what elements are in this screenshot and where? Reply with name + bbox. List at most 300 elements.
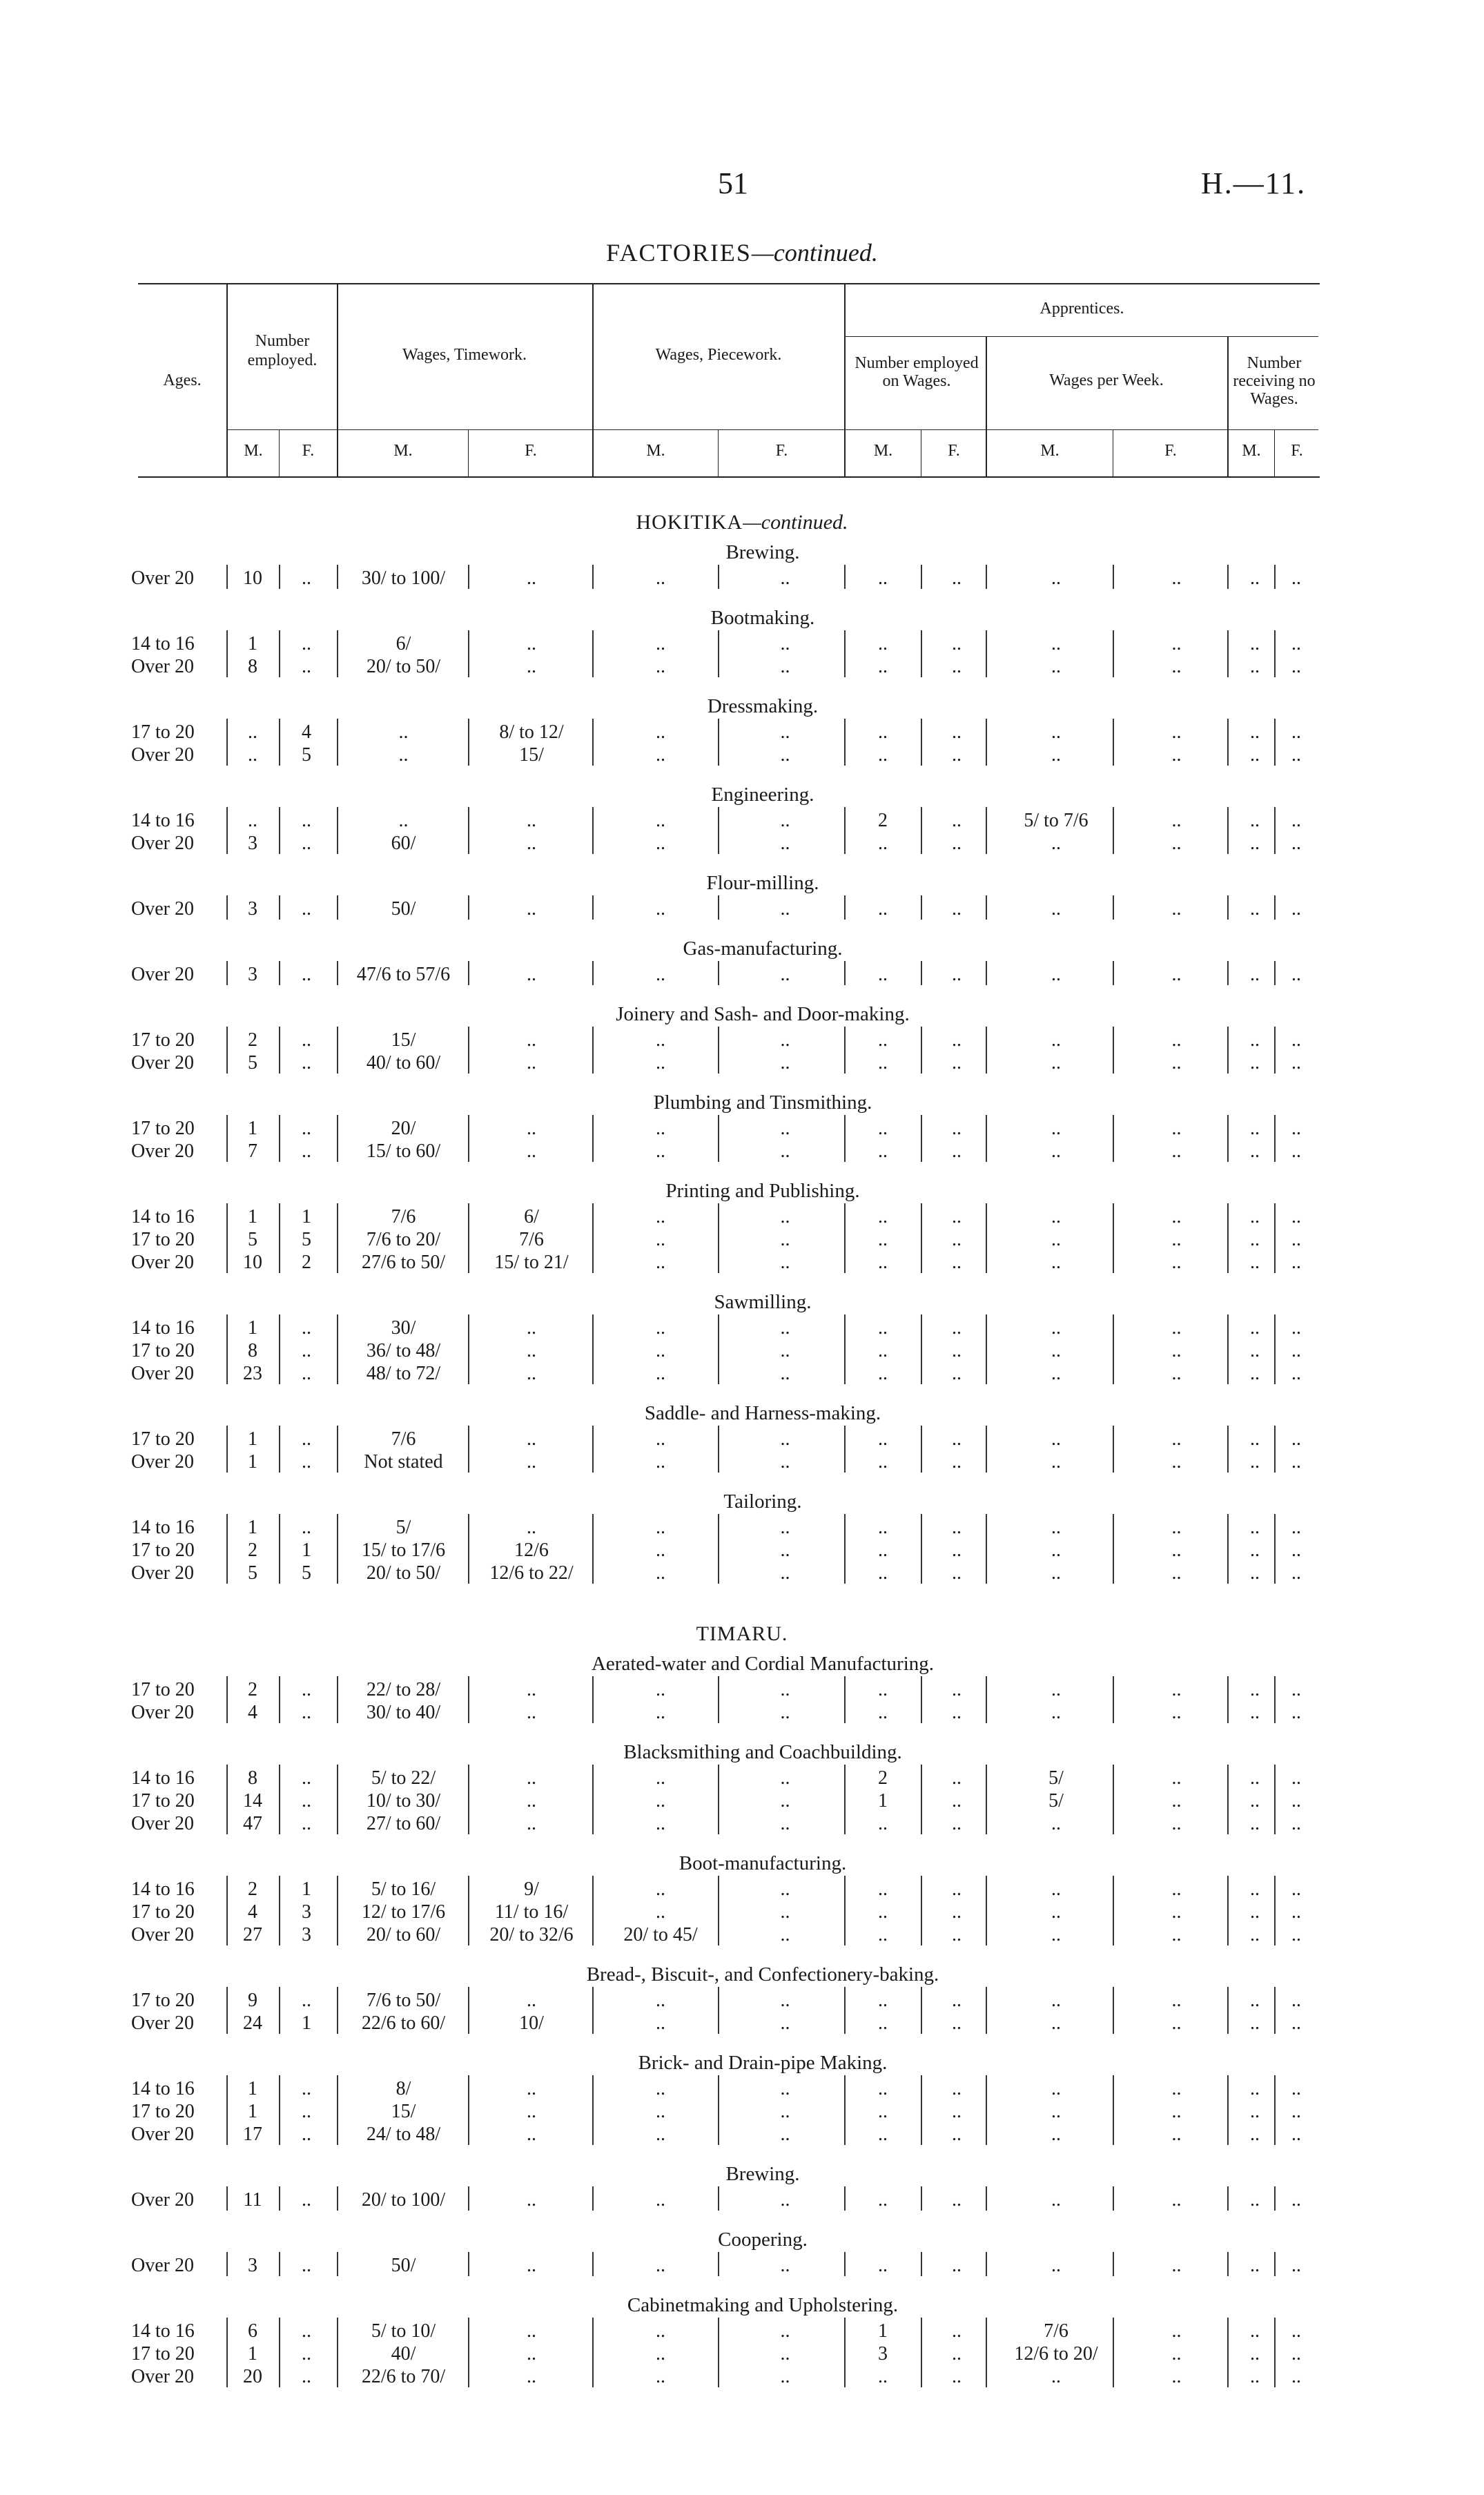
- no-wages-female-cell: ..: [1291, 1317, 1301, 1339]
- appr-number-male-cell: ..: [878, 833, 888, 854]
- number-female-cell: ..: [302, 2343, 311, 2365]
- appr-number-female-cell: ..: [952, 1340, 961, 1361]
- no-wages-male-cell: ..: [1250, 810, 1260, 831]
- column-rule: [468, 2252, 469, 2276]
- number-male-cell: 3: [248, 833, 257, 854]
- header-f: F.: [1164, 442, 1177, 460]
- column-rule: [718, 2318, 719, 2387]
- appr-wages-male-cell: ..: [1051, 1679, 1061, 1700]
- column-rule: [279, 1027, 280, 1074]
- appr-number-female-cell: ..: [952, 1990, 961, 2011]
- piecework-female-cell: ..: [780, 2255, 790, 2276]
- number-male-cell: 2: [248, 1679, 257, 1700]
- page-number: 51: [718, 166, 748, 200]
- number-male-cell: 1: [248, 633, 257, 654]
- no-wages-male-cell: ..: [1250, 1901, 1260, 1923]
- trade-heading: Joinery and Sash- and Door-making.: [616, 1003, 910, 1025]
- column-rule: [279, 2186, 280, 2211]
- column-rule: [1227, 630, 1229, 677]
- table-row: [0, 633, 1484, 655]
- piecework-female-cell: ..: [780, 1540, 790, 1561]
- no-wages-male-cell: ..: [1250, 1702, 1260, 1723]
- column-rule: [986, 1987, 987, 2034]
- age-cell: 14 to 16: [131, 810, 195, 831]
- age-cell: Over 20: [131, 2189, 194, 2211]
- table-row: [0, 1229, 1484, 1251]
- column-rule: [592, 1115, 594, 1162]
- column-rule: [1113, 1987, 1114, 2034]
- column-rule: [986, 1115, 987, 1162]
- appr-wages-male-cell: ..: [1051, 1562, 1061, 1584]
- number-female-cell: 5: [302, 1229, 311, 1250]
- age-cell: 17 to 20: [131, 1901, 195, 1923]
- column-rule: [279, 2318, 280, 2387]
- number-male-cell: 4: [248, 1702, 257, 1723]
- appr-number-male-cell: ..: [878, 744, 888, 766]
- appr-wages-male-cell: ..: [1051, 744, 1061, 766]
- column-rule: [226, 807, 228, 854]
- no-wages-male-cell: ..: [1250, 721, 1260, 743]
- timework-male-cell: 8/: [396, 2078, 411, 2099]
- appr-wages-female-cell: ..: [1171, 1451, 1182, 1473]
- column-rule: [1113, 1676, 1114, 1723]
- timework-male-cell: ..: [398, 721, 409, 743]
- table-row: [0, 2189, 1484, 2211]
- header-divider: [1274, 429, 1275, 476]
- appr-wages-female-cell: ..: [1171, 2320, 1182, 2342]
- column-rule: [337, 1987, 338, 2034]
- header-f: F.: [1291, 442, 1303, 460]
- no-wages-female-cell: ..: [1291, 810, 1301, 831]
- column-rule: [986, 1514, 987, 1584]
- timework-male-cell: 20/: [391, 1118, 416, 1139]
- number-male-cell: 8: [248, 1767, 257, 1789]
- piecework-male-cell: ..: [656, 898, 665, 920]
- column-rule: [1113, 1314, 1114, 1384]
- column-rule: [1227, 565, 1229, 589]
- no-wages-female-cell: ..: [1291, 1702, 1301, 1723]
- appr-number-male-cell: ..: [878, 633, 888, 654]
- timework-male-cell: 22/ to 28/: [366, 1679, 441, 1700]
- appr-wages-male-cell: ..: [1051, 1052, 1061, 1074]
- column-rule: [468, 630, 469, 677]
- number-male-cell: 23: [243, 1363, 262, 1384]
- timework-male-cell: 20/ to 50/: [366, 656, 441, 677]
- title-suffix: —continued.: [751, 239, 878, 266]
- column-rule: [468, 1203, 469, 1273]
- piecework-female-cell: ..: [780, 1317, 790, 1339]
- table-row: [0, 810, 1484, 832]
- piecework-female-cell: ..: [780, 2366, 790, 2387]
- column-rule: [1113, 961, 1114, 985]
- appr-wages-female-cell: ..: [1171, 1790, 1182, 1812]
- title-main: FACTORIES: [606, 239, 752, 266]
- column-rule: [592, 1676, 594, 1723]
- column-rule: [1113, 807, 1114, 854]
- header-apprentices: Apprentices.: [1039, 300, 1124, 318]
- number-female-cell: ..: [302, 898, 311, 920]
- column-rule: [1274, 2318, 1276, 2387]
- trade-heading: Coopering.: [718, 2229, 808, 2251]
- timework-male-cell: 27/6 to 50/: [361, 1252, 446, 1273]
- column-rule: [921, 1676, 922, 1723]
- no-wages-male-cell: ..: [1250, 1118, 1260, 1139]
- timework-female-cell: ..: [527, 1790, 536, 1812]
- appr-wages-male-cell: ..: [1051, 1517, 1061, 1538]
- no-wages-female-cell: ..: [1291, 1901, 1301, 1923]
- trade-heading: Tailoring.: [723, 1491, 802, 1513]
- header-bottom-rule: [138, 476, 1320, 478]
- number-male-cell: 1: [248, 1428, 257, 1450]
- appr-number-male-cell: ..: [878, 1990, 888, 2011]
- appr-number-male-cell: ..: [878, 1317, 888, 1339]
- column-rule: [986, 1203, 987, 1273]
- table-row: [0, 2101, 1484, 2123]
- timework-male-cell: 7/6 to 20/: [366, 1229, 441, 1250]
- piecework-female-cell: ..: [780, 1229, 790, 1250]
- appr-number-male-cell: ..: [878, 2189, 888, 2211]
- piecework-male-cell: ..: [656, 1790, 665, 1812]
- column-rule: [921, 719, 922, 766]
- age-cell: Over 20: [131, 2255, 194, 2276]
- trade-heading: Aerated-water and Cordial Manufacturing.: [591, 1653, 935, 1675]
- no-wages-female-cell: ..: [1291, 1428, 1301, 1450]
- table-row: [0, 2124, 1484, 2146]
- piecework-female-cell: ..: [780, 2124, 790, 2145]
- header-ages: Ages.: [163, 371, 202, 389]
- column-rule: [844, 2318, 846, 2387]
- appr-wages-male-cell: ..: [1051, 1118, 1061, 1139]
- column-rule: [592, 1426, 594, 1473]
- appr-wages-female-cell: ..: [1171, 721, 1182, 743]
- column-rule: [1274, 1203, 1276, 1273]
- number-male-cell: 20: [243, 2366, 262, 2387]
- piecework-female-cell: ..: [780, 1924, 790, 1945]
- piecework-male-cell: ..: [656, 833, 665, 854]
- age-cell: 14 to 16: [131, 633, 195, 654]
- table-row: [0, 2366, 1484, 2388]
- number-male-cell: 1: [248, 1206, 257, 1227]
- appr-wages-female-cell: ..: [1171, 1428, 1182, 1450]
- piecework-female-cell: ..: [780, 1679, 790, 1700]
- column-rule: [1113, 2186, 1114, 2211]
- column-rule: [1113, 1203, 1114, 1273]
- timework-male-cell: 6/: [396, 633, 411, 654]
- piecework-male-cell: ..: [656, 1317, 665, 1339]
- piecework-female-cell: ..: [780, 964, 790, 985]
- appr-wages-female-cell: ..: [1171, 2189, 1182, 2211]
- column-rule: [592, 961, 594, 985]
- column-rule: [592, 2252, 594, 2276]
- piecework-male-cell: ..: [656, 744, 665, 766]
- column-rule: [226, 1314, 228, 1384]
- no-wages-male-cell: ..: [1250, 1924, 1260, 1945]
- column-rule: [921, 2252, 922, 2276]
- column-rule: [592, 1987, 594, 2034]
- page-title: [0, 238, 1484, 267]
- column-rule: [337, 1115, 338, 1162]
- no-wages-female-cell: ..: [1291, 744, 1301, 766]
- column-rule: [1227, 1203, 1229, 1273]
- no-wages-female-cell: ..: [1291, 1517, 1301, 1538]
- column-rule: [844, 1676, 846, 1723]
- piecework-male-cell: ..: [656, 633, 665, 654]
- appr-wages-male-cell: ..: [1051, 721, 1061, 743]
- column-rule: [921, 1987, 922, 2034]
- column-rule: [337, 1765, 338, 1834]
- column-rule: [921, 1314, 922, 1384]
- column-rule: [986, 1426, 987, 1473]
- appr-number-male-cell: ..: [878, 2255, 888, 2276]
- appr-number-male-cell: ..: [878, 898, 888, 920]
- column-rule: [1113, 2075, 1114, 2145]
- no-wages-male-cell: ..: [1250, 1878, 1260, 1900]
- appr-wages-male-cell: ..: [1051, 898, 1061, 920]
- column-rule: [844, 2075, 846, 2145]
- number-male-cell: 1: [248, 2078, 257, 2099]
- timework-male-cell: 15/: [391, 2101, 416, 2122]
- number-male-cell: 14: [243, 1790, 262, 1812]
- no-wages-female-cell: ..: [1291, 1340, 1301, 1361]
- header-divider: [468, 429, 469, 476]
- column-rule: [1113, 2252, 1114, 2276]
- appr-wages-female-cell: ..: [1171, 1252, 1182, 1273]
- piecework-male-cell: ..: [656, 1702, 665, 1723]
- column-rule: [718, 2186, 719, 2211]
- table-row: [0, 2320, 1484, 2342]
- timework-female-cell: ..: [527, 1813, 536, 1834]
- column-rule: [592, 565, 594, 589]
- timework-male-cell: 20/ to 60/: [366, 1924, 441, 1945]
- no-wages-male-cell: ..: [1250, 1363, 1260, 1384]
- timework-female-cell: ..: [527, 1340, 536, 1361]
- piecework-female-cell: ..: [780, 2012, 790, 2034]
- no-wages-female-cell: ..: [1291, 1451, 1301, 1473]
- appr-number-female-cell: ..: [952, 1813, 961, 1834]
- appr-wages-female-cell: ..: [1171, 1029, 1182, 1051]
- timework-female-cell: ..: [527, 2320, 536, 2342]
- appr-wages-male-cell: ..: [1051, 833, 1061, 854]
- no-wages-male-cell: ..: [1250, 1206, 1260, 1227]
- age-cell: 17 to 20: [131, 2343, 195, 2365]
- number-female-cell: 5: [302, 744, 311, 766]
- timework-male-cell: 12/ to 17/6: [361, 1901, 446, 1923]
- no-wages-female-cell: ..: [1291, 1229, 1301, 1250]
- appr-wages-male-cell: ..: [1051, 2101, 1061, 2122]
- appr-wages-male-cell: ..: [1051, 1317, 1061, 1339]
- age-cell: 14 to 16: [131, 1317, 195, 1339]
- column-rule: [844, 1514, 846, 1584]
- appr-number-female-cell: ..: [952, 1702, 961, 1723]
- number-male-cell: 8: [248, 1340, 257, 1361]
- number-female-cell: ..: [302, 2078, 311, 2099]
- piecework-female-cell: ..: [780, 2078, 790, 2099]
- piecework-male-cell: ..: [656, 2366, 665, 2387]
- table-row: [0, 2343, 1484, 2365]
- header-appr-no-wages: Number receiving no Wages.: [1233, 354, 1316, 408]
- no-wages-female-cell: ..: [1291, 1767, 1301, 1789]
- column-rule: [921, 2318, 922, 2387]
- appr-wages-female-cell: ..: [1171, 1229, 1182, 1250]
- appr-wages-male-cell: ..: [1051, 1813, 1061, 1834]
- no-wages-male-cell: ..: [1250, 2124, 1260, 2145]
- appr-number-female-cell: ..: [952, 744, 961, 766]
- trade-heading: Sawmilling.: [714, 1291, 812, 1313]
- column-rule: [718, 630, 719, 677]
- piecework-male-cell: ..: [656, 1540, 665, 1561]
- column-rule: [337, 1426, 338, 1473]
- number-female-cell: ..: [302, 1363, 311, 1384]
- appr-number-male-cell: ..: [878, 1679, 888, 1700]
- appr-number-male-cell: ..: [878, 2101, 888, 2122]
- timework-male-cell: 30/ to 40/: [366, 1702, 441, 1723]
- trade-heading: Saddle- and Harness-making.: [644, 1402, 881, 1424]
- age-cell: Over 20: [131, 898, 194, 920]
- column-rule: [337, 719, 338, 766]
- column-rule: [921, 630, 922, 677]
- column-rule: [226, 1987, 228, 2034]
- timework-male-cell: 15/: [391, 1029, 416, 1051]
- column-rule: [592, 1203, 594, 1273]
- appr-wages-male-cell: ..: [1051, 1428, 1061, 1450]
- timework-female-cell: ..: [527, 1517, 536, 1538]
- town-name: HOKITIKA: [636, 511, 743, 534]
- piecework-male-cell: ..: [656, 2255, 665, 2276]
- column-rule: [226, 1765, 228, 1834]
- timework-male-cell: 47/6 to 57/6: [356, 964, 451, 985]
- column-rule: [1227, 1676, 1229, 1723]
- table-row: [0, 1540, 1484, 1562]
- no-wages-female-cell: ..: [1291, 1363, 1301, 1384]
- appr-number-female-cell: ..: [952, 2124, 961, 2145]
- piecework-female-cell: ..: [780, 1878, 790, 1900]
- column-rule: [1274, 630, 1276, 677]
- appr-number-male-cell: ..: [878, 1428, 888, 1450]
- column-rule: [592, 1027, 594, 1074]
- appr-wages-male-cell: ..: [1051, 633, 1061, 654]
- appr-number-male-cell: ..: [878, 1029, 888, 1051]
- appr-wages-male-cell: ..: [1051, 1702, 1061, 1723]
- column-rule: [718, 1514, 719, 1584]
- column-rule: [986, 1314, 987, 1384]
- column-rule: [844, 1203, 846, 1273]
- appr-number-female-cell: ..: [952, 721, 961, 743]
- column-rule: [921, 1027, 922, 1074]
- timework-female-cell: ..: [527, 1118, 536, 1139]
- appr-wages-male-cell: 7/6: [1044, 2320, 1068, 2342]
- trade-heading: Dressmaking.: [707, 695, 819, 717]
- number-male-cell: ..: [248, 721, 257, 743]
- number-male-cell: 27: [243, 1924, 262, 1945]
- no-wages-male-cell: ..: [1250, 964, 1260, 985]
- column-rule: [279, 2075, 280, 2145]
- no-wages-female-cell: ..: [1291, 1252, 1301, 1273]
- timework-male-cell: 7/6: [391, 1206, 416, 1227]
- no-wages-female-cell: ..: [1291, 2012, 1301, 2034]
- timework-male-cell: ..: [398, 744, 409, 766]
- appr-wages-female-cell: ..: [1171, 2366, 1182, 2387]
- trade-heading: Bread-, Biscuit-, and Confectionery-baking.: [586, 1963, 939, 1986]
- no-wages-male-cell: ..: [1250, 2078, 1260, 2099]
- column-rule: [921, 1426, 922, 1473]
- appr-wages-female-cell: ..: [1171, 964, 1182, 985]
- column-rule: [226, 1676, 228, 1723]
- piecework-female-cell: ..: [780, 1702, 790, 1723]
- column-rule: [468, 1987, 469, 2034]
- column-rule: [986, 1027, 987, 1074]
- column-rule: [1227, 895, 1229, 920]
- column-rule: [1227, 1987, 1229, 2034]
- table-row: [0, 1052, 1484, 1074]
- column-rule: [337, 2318, 338, 2387]
- appr-number-female-cell: ..: [952, 1029, 961, 1051]
- appr-number-female-cell: ..: [952, 1517, 961, 1538]
- appr-wages-female-cell: ..: [1171, 1679, 1182, 1700]
- column-rule: [468, 1027, 469, 1074]
- piecework-female-cell: ..: [780, 1517, 790, 1538]
- piecework-female-cell: ..: [780, 1029, 790, 1051]
- column-rule: [1113, 1115, 1114, 1162]
- age-cell: Over 20: [131, 1052, 194, 1074]
- timework-male-cell: 50/: [391, 898, 416, 920]
- column-rule: [1227, 2252, 1229, 2276]
- column-rule: [718, 1314, 719, 1384]
- appr-wages-female-cell: ..: [1171, 1317, 1182, 1339]
- column-rule: [1113, 1765, 1114, 1834]
- column-rule: [1113, 719, 1114, 766]
- timework-female-cell: ..: [527, 898, 536, 920]
- column-rule: [921, 1203, 922, 1273]
- table-row: [0, 1140, 1484, 1163]
- piecework-female-cell: ..: [780, 1052, 790, 1074]
- column-rule: [1274, 1514, 1276, 1584]
- trade-heading: Cabinetmaking and Upholstering.: [627, 2294, 899, 2316]
- column-rule: [468, 565, 469, 589]
- trade-heading: Gas-manufacturing.: [683, 938, 843, 960]
- column-rule: [279, 807, 280, 854]
- no-wages-female-cell: ..: [1291, 1029, 1301, 1051]
- no-wages-male-cell: ..: [1250, 1317, 1260, 1339]
- timework-male-cell: 60/: [391, 833, 416, 854]
- number-female-cell: ..: [302, 810, 311, 831]
- appr-wages-female-cell: ..: [1171, 2343, 1182, 2365]
- appr-wages-male-cell: 12/6 to 20/: [1014, 2343, 1098, 2365]
- piecework-female-cell: ..: [780, 1363, 790, 1384]
- column-rule: [279, 1514, 280, 1584]
- column-rule: [844, 2186, 846, 2211]
- appr-wages-male-cell: ..: [1051, 1878, 1061, 1900]
- appr-number-male-cell: ..: [878, 1206, 888, 1227]
- appr-number-male-cell: ..: [878, 1901, 888, 1923]
- piecework-female-cell: ..: [780, 1767, 790, 1789]
- age-cell: 14 to 16: [131, 1517, 195, 1538]
- header-m: M.: [244, 442, 263, 460]
- piecework-female-cell: ..: [780, 1813, 790, 1834]
- column-rule: [844, 1426, 846, 1473]
- header-mf-rule: [228, 429, 1318, 430]
- piecework-female-cell: ..: [780, 1790, 790, 1812]
- piecework-male-cell: ..: [656, 1229, 665, 1250]
- number-male-cell: 1: [248, 1451, 257, 1473]
- no-wages-male-cell: ..: [1250, 2101, 1260, 2122]
- number-female-cell: ..: [302, 1052, 311, 1074]
- piecework-male-cell: ..: [656, 656, 665, 677]
- appr-wages-female-cell: ..: [1171, 1363, 1182, 1384]
- column-rule: [279, 1314, 280, 1384]
- age-cell: 17 to 20: [131, 1029, 195, 1051]
- age-cell: Over 20: [131, 964, 194, 985]
- header-f: F.: [775, 442, 788, 460]
